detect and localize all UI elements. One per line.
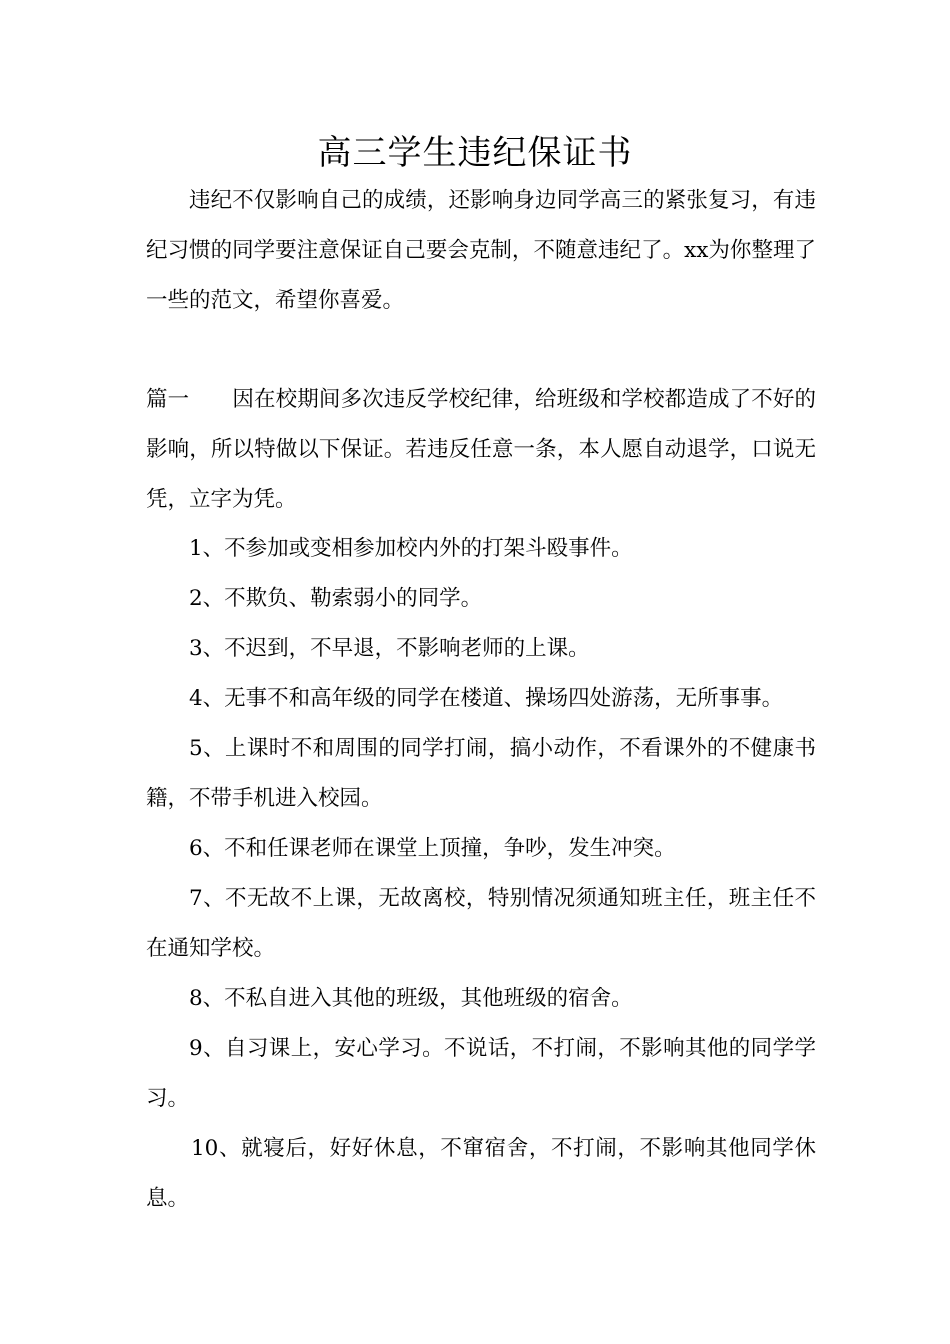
section-one-paragraph [146, 375, 816, 525]
list-item: 9、自习课上，安心学习。不说话，不打闹，不影响其他的同学学习。 [146, 1036, 816, 1111]
list-item: 3、不迟到，不早退，不影响老师的上课。 [189, 636, 590, 661]
list-item: 5、上课时不和周围的同学打闹，搞小动作，不看课外的不健康书籍，不带手机进入校园。 [146, 736, 816, 811]
list-item: 10、就寝后，好好休息，不窜宿舍，不打闹，不影响其他同学休息。 [146, 1136, 816, 1211]
section-label: 篇一 [146, 387, 190, 412]
document-title: 高三学生违纪保证书 [317, 133, 633, 173]
list-item: 6、不和任课老师在课堂上顶撞，争吵，发生冲突。 [189, 836, 676, 861]
list-item: 1、不参加或变相参加校内外的打架斗殴事件。 [189, 536, 633, 561]
list-item: 4、无事不和高年级的同学在楼道、操场四处游荡，无所事事。 [189, 686, 784, 711]
list-item: 7、不无故不上课，无故离校，特别情况须通知班主任，班主任不在通知学校。 [146, 886, 816, 961]
intro-paragraph: 违纪不仅影响自己的成绩，还影响身边同学高三的紧张复习，有违纪习惯的同学要注意保证自己要会克制，不随意违纪了。xx为你整理了一些的范文，希望你喜爱。 [146, 188, 816, 313]
list-item: 2、不欺负、勒索弱小的同学。 [189, 586, 483, 611]
list-item: 8、不私自进入其他的班级，其他班级的宿舍。 [189, 986, 633, 1011]
section-text: 因在校期间多次违反学校纪律，给班级和学校都造成了不好的影响，所以特做以下保证。若违反任意一条，本人愿自动退学，口说无凭，立字为凭。 [146, 387, 816, 512]
